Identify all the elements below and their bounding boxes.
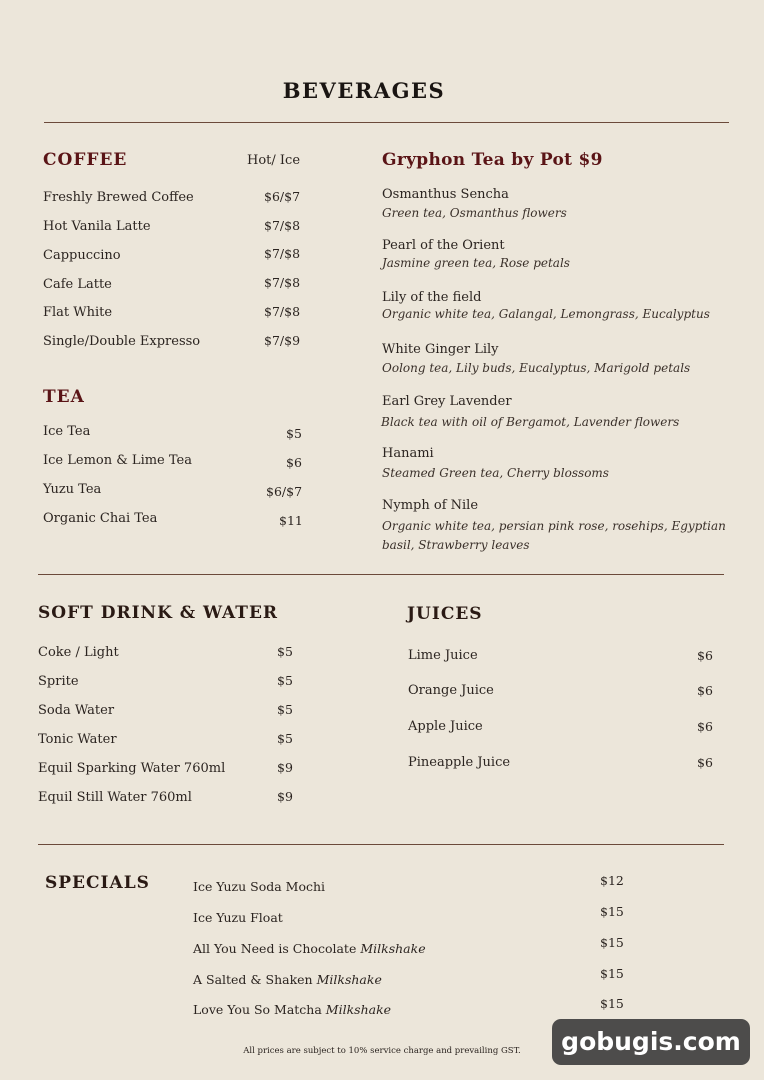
gryphon-tea-name: Earl Grey Lavender — [382, 394, 512, 409]
special-item-label: Ice Yuzu Float — [193, 910, 283, 925]
soft-drink-item-name: Soda Water — [38, 703, 115, 718]
coffee-item-name: Flat White — [43, 305, 113, 320]
gryphon-tea-desc: Green tea, Osmanthus flowers — [382, 206, 567, 220]
tea-item-name: Organic Chai Tea — [43, 511, 158, 526]
coffee-item-price: $7/$9 — [264, 333, 301, 348]
special-item-label: All You Need is Chocolate — [193, 941, 361, 956]
coffee-item-name: Freshly Brewed Coffee — [43, 190, 194, 205]
tea-heading: TEA — [43, 387, 85, 407]
gryphon-tea-name: Nymph of Nile — [382, 498, 479, 513]
tea-item-price: $6 — [286, 455, 302, 470]
soft-drink-item-price: $5 — [277, 702, 293, 717]
special-item-name — [193, 1002, 391, 1017]
coffee-item-price: $7/$8 — [264, 218, 301, 233]
soft-drink-item-price: $9 — [277, 789, 293, 804]
coffee-item-price: $7/$8 — [264, 275, 301, 290]
special-item-label: A Salted & Shaken — [193, 972, 317, 987]
divider-top — [44, 122, 729, 123]
juice-item-price: $6 — [697, 719, 713, 734]
coffee-hot-ice-label: Hot/ Ice — [247, 153, 301, 168]
special-item-price: $15 — [600, 935, 624, 950]
special-item-name — [193, 910, 283, 925]
coffee-item-name: Cafe Latte — [43, 277, 112, 292]
gryphon-tea-desc: Organic white tea, persian pink rose, rosehips, Egyptian basil, Strawberry leaves — [382, 519, 726, 552]
divider-bottom — [38, 844, 724, 845]
juice-item-price: $6 — [697, 648, 713, 663]
coffee-item-name: Single/Double Expresso — [43, 334, 201, 349]
tea-item-price: $5 — [286, 426, 302, 441]
watermark-logo: gobugis.com — [552, 1019, 750, 1065]
special-item-price: $15 — [600, 904, 624, 919]
tea-item-price: $6/$7 — [266, 484, 303, 499]
soft-drink-heading: SOFT DRINK & WATER — [38, 603, 279, 623]
special-item-suffix: Milkshake — [316, 972, 382, 987]
page-title: BEVERAGES — [282, 78, 446, 103]
special-item-name — [193, 879, 325, 894]
juice-item-name: Orange Juice — [408, 683, 494, 698]
tea-item-name: Yuzu Tea — [43, 482, 102, 497]
special-item-price: $15 — [600, 996, 624, 1011]
soft-drink-item-price: $5 — [277, 731, 293, 746]
coffee-item-price: $7/$8 — [264, 304, 301, 319]
special-item-price: $12 — [600, 873, 624, 888]
soft-drink-item-name: Coke / Light — [38, 645, 119, 660]
coffee-item-price: $7/$8 — [264, 246, 301, 261]
soft-drink-item-name: Equil Still Water 760ml — [38, 790, 192, 805]
soft-drink-item-price: $5 — [277, 644, 293, 659]
gryphon-tea-desc: Jasmine green tea, Rose petals — [382, 256, 570, 270]
juice-item-price: $6 — [697, 755, 713, 770]
tea-item-name: Ice Lemon & Lime Tea — [43, 453, 192, 468]
juice-item-name: Lime Juice — [408, 648, 478, 663]
footer-note: All prices are subject to 10% service charge and prevailing GST. — [243, 1046, 521, 1056]
juices-heading: JUICES — [407, 604, 483, 624]
special-item-suffix: Milkshake — [325, 1002, 392, 1017]
soft-drink-item-price: $9 — [277, 760, 293, 775]
special-item-suffix: Milkshake — [360, 941, 426, 956]
specials-heading: SPECIALS — [45, 873, 150, 893]
gryphon-tea-name: Osmanthus Sencha — [382, 187, 509, 202]
special-item-label: Ice Yuzu Soda Mochi — [193, 879, 326, 894]
juice-item-name: Apple Juice — [408, 719, 483, 734]
tea-item-price: $11 — [279, 513, 303, 528]
special-item-price: $15 — [600, 966, 624, 981]
coffee-heading: COFFEE — [43, 150, 128, 170]
soft-drink-item-name: Sprite — [38, 674, 79, 689]
tea-item-name: Ice Tea — [43, 424, 91, 439]
soft-drink-item-name: Equil Sparking Water 760ml — [38, 761, 226, 776]
divider-middle — [38, 574, 724, 575]
special-item-label: Love You So Matcha — [193, 1002, 326, 1017]
special-item-name — [193, 941, 426, 956]
gryphon-tea-name: White Ginger Lily — [382, 342, 499, 357]
soft-drink-item-price: $5 — [277, 673, 293, 688]
gryphon-tea-desc: Organic white tea, Galangal, Lemongrass, Eucalyptus — [382, 307, 710, 321]
special-item-name — [193, 972, 382, 987]
gryphon-tea-name: Lily of the field — [382, 290, 482, 305]
juice-item-name: Pineapple Juice — [408, 755, 511, 770]
soft-drink-item-name: Tonic Water — [38, 732, 117, 747]
gryphon-tea-desc: Steamed Green tea, Cherry blossoms — [382, 466, 609, 480]
gryphon-tea-name: Hanami — [382, 446, 434, 461]
coffee-item-price: $6/$7 — [264, 189, 301, 204]
gryphon-tea-desc: Black tea with oil of Bergamot, Lavender flowers — [381, 415, 680, 429]
coffee-item-name: Hot Vanila Latte — [43, 219, 151, 234]
gryphon-tea-heading: Gryphon Tea by Pot $9 — [382, 150, 603, 170]
juice-item-price: $6 — [697, 683, 713, 698]
coffee-item-name: Cappuccino — [43, 248, 121, 263]
gryphon-tea-desc: Oolong tea, Lily buds, Eucalyptus, Marigold petals — [382, 361, 691, 375]
gryphon-tea-name: Pearl of the Orient — [382, 238, 505, 253]
